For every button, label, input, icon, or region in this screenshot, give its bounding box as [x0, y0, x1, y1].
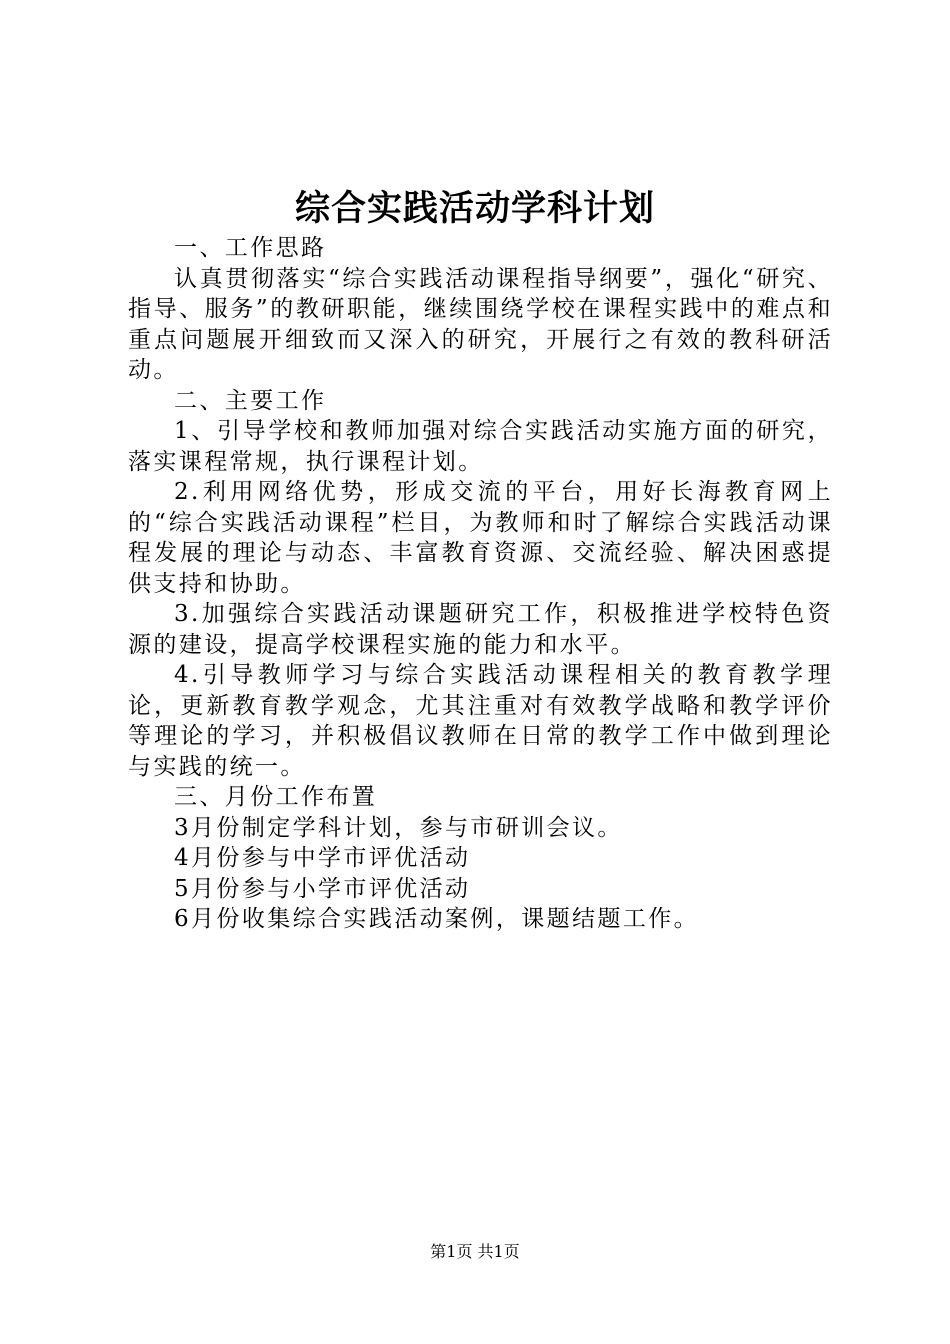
paragraph: 2.利用网络优势，形成交流的平台，用好长海教育网上的“综合实践活动课程”栏目，为教师和时了解综合实践活动课程发展的理论与动态、丰富教育资源、交流经验、解决困惑提供支持和协助。: [128, 479, 833, 597]
page-footer: 第1页 共1页: [430, 1242, 520, 1261]
section-heading-2: 二、主要工作: [174, 387, 327, 414]
paragraph: 认真贯彻落实“综合实践活动课程指导纲要”，强化“研究、指导、服务”的教研职能，继续围绕学校在课程实践中的难点和重点问题展开细致而又深入的研究，开展行之有效的教科研活动。: [128, 265, 833, 383]
schedule-item: 5月份参与小学市评优活动: [174, 875, 471, 902]
document-title: 综合实践活动学科计划: [294, 188, 655, 229]
schedule-item: 4月份参与中学市评优活动: [174, 845, 471, 871]
paragraph: 3.加强综合实践活动课题研究工作，积极推进学校特色资源的建设，提高学校课程实施的能力和水平。: [128, 601, 833, 658]
schedule-item: 3月份制定学科计划，参与市研训会议。: [174, 814, 623, 841]
paragraph: 1、引导学校和教师加强对综合实践活动实施方面的研究，落实课程常规，执行课程计划。: [128, 418, 833, 475]
section-heading-3: 三、月份工作布置: [174, 784, 378, 810]
document-body: [128, 233, 833, 935]
section-heading-1: 一、工作思路: [174, 235, 327, 261]
schedule-item: 6月份收集综合实践活动案例，课题结题工作。: [174, 906, 700, 932]
paragraph: 4.引导教师学习与综合实践活动课程相关的教育教学理论，更新教育教学观念，尤其注重对有效教学战略和教学评价等理论的学习，并积极倡议教师在日常的教学工作中做到理论与实践的统一。: [128, 662, 833, 780]
